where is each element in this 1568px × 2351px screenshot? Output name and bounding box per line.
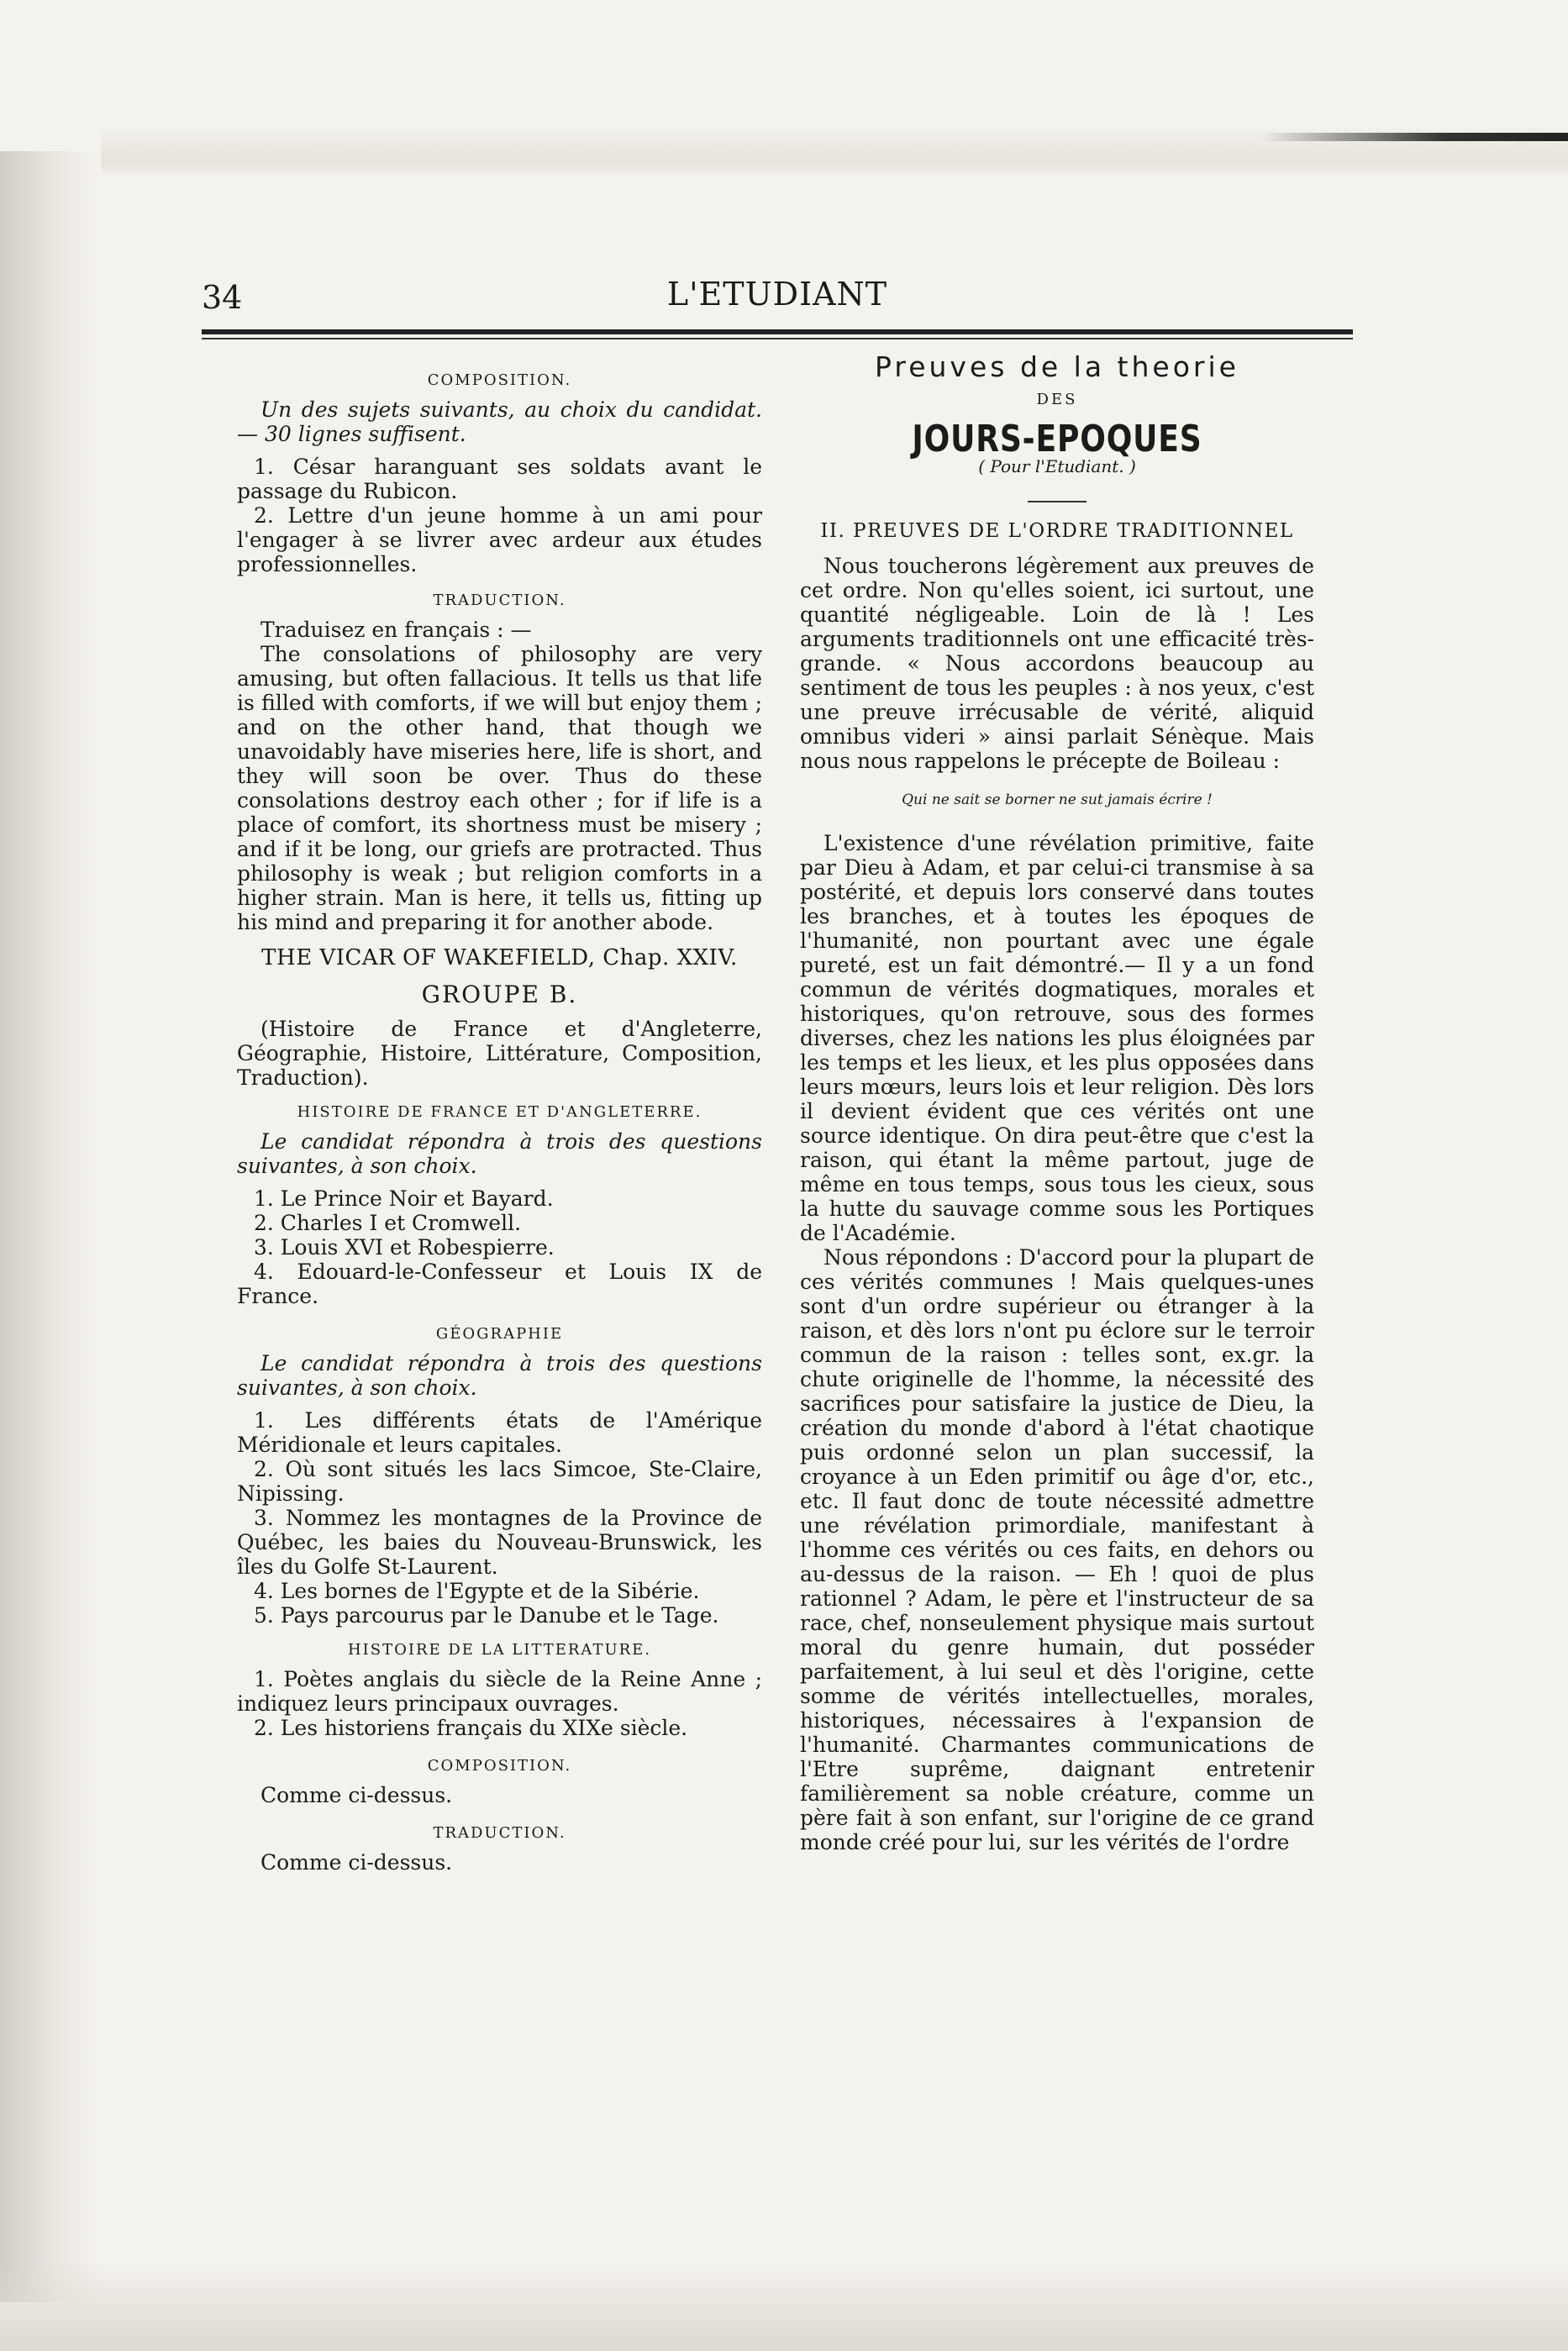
histoire-intro: Le candidat répondra à trois des questions suivantes, à son choix.: [237, 1129, 762, 1178]
scan-top-rule: [1260, 133, 1568, 141]
geographie-item-3: 3. Nommez les montagnes de la Province de Québec, les baies du Nouveau-Brunswick, les îles du Golfe St-Laurent.: [237, 1506, 762, 1579]
composition-item-2: 2. Lettre d'un jeune homme à un ami pour l'engager à se livrer avec ardeur aux études professionnelles.: [237, 503, 762, 576]
left-column: [237, 353, 762, 1875]
article-paragraph-1: Nous toucherons légèrement aux preuves de cet ordre. Non qu'elles soient, ici surtout, une quantité négligeable. Loin de là ! Les arguments traditionnels ont une efficacité très-grande. « Nous accordons beaucoup au sentiment de tous les peuples : à nos yeux, c'est une preuve irrécusable de vérité, aliquid omnibus videri » ainsi parlait Sénèque. Mais nous nous rappelons le précepte de Boileau :: [800, 554, 1314, 773]
composition-intro: Un des sujets suivants, au choix du candidat. — 30 lignes suffisent.: [237, 397, 762, 446]
boileau-quote: Qui ne sait se borner ne sut jamais écrire !: [902, 792, 1213, 808]
geographie-item-1: 1. Les différents états de l'Amérique Méridionale et leurs capitales.: [237, 1408, 762, 1457]
traduction-heading: TRADUCTION.: [433, 592, 566, 609]
section-heading: II. PREUVES DE L'ORDRE TRADITIONNEL: [820, 520, 1294, 542]
article-title-line-2: DES: [1036, 391, 1078, 408]
article-paragraph-3: Nous répondons : D'accord pour la plupart de ces vérités communes ! Mais quelques-unes sont d'un ordre supérieur ou étranger à la raison, et dès lors n'ont pu éclore sur le terroir commun de la raison : telles sont, ex.gr. la chute originelle de l'homme, la nécessité des sacrifices pour satisfaire la justice de Dieu, la création du monde d'abord à l'état chaotique puis ordonné selon un plan successif, la croyance à un Eden primitif ou âge d'or, etc., etc. Il faut donc de toute nécessité admettre une révélation primordiale, manifestant à l'homme ces vérités ou ces faits, en dehors ou au-dessus de la raison. — Eh ! quoi de plus rationnel ? Adam, le père et l'instructeur de sa race, chef, nonseulement physique mais surtout moral du genre humain, dut posséder parfaitement, à lui seul et dès l'origine, cette somme de vérités intellectuelles, morales, historiques, nécessaires à l'expansion de l'humanité. Charmantes communications de l'Etre suprême, daignant entretenir familièrement sa noble créature, comme un père fait à son enfant, sur l'origine de ce grand monde créé pour lui, sur les vérités de l'ordre: [800, 1245, 1314, 1854]
scan-edge-left: [0, 151, 101, 2302]
histoire-item-3: 3. Louis XVI et Robespierre.: [254, 1235, 555, 1260]
geographie-item-2: 2. Où sont situés les lacs Simcoe, Ste-Claire, Nipissing.: [237, 1457, 762, 1506]
composition-item-1: 1. César haranguant ses soldats avant le passage du Rubicon.: [237, 455, 762, 503]
article-paragraph-2: L'existence d'une révélation primitive, faite par Dieu à Adam, et par celui-ci transmise à sa postérité, et depuis lors conservé dans toutes les branches, et à toutes les époques de l'humanité, non pourtant avec une égale pureté, est un fait démontré.— Il y a un fond commun de vérités dogmatiques, morales et historiques, qu'on retrouve, sous des formes diverses, chez les nations les plus éloignées par les temps et les lieux, et les plus opposées dans leurs mœurs, leurs lois et leur religion. Dès lors il devient évident que ces vérités ont une source identique. On dira peut-être que c'est la raison, qui étant la même partout, juge de même en tous temps, sous tous les cieux, sous la hutte du sauvage comme sous les Portiques de l'Académie.: [800, 831, 1314, 1245]
histoire-item-2: 2. Charles I et Cromwell.: [254, 1211, 522, 1235]
running-title: L'ETUDIANT: [666, 276, 888, 313]
geographie-item-5: 5. Pays parcourus par le Danube et le Tage.: [254, 1603, 719, 1628]
histoire-item-1: 1. Le Prince Noir et Bayard.: [254, 1186, 554, 1211]
right-column: [800, 350, 1314, 1854]
groupe-heading: GROUPE B.: [421, 981, 578, 1008]
composition2-text: Comme ci-dessus.: [260, 1783, 453, 1807]
geographie-item-4: 4. Les bornes de l'Egypte et de la Sibérie.: [254, 1579, 700, 1603]
article-dedication: ( Pour l'Etudiant. ): [978, 456, 1136, 476]
traduction2-text: Comme ci-dessus.: [260, 1850, 453, 1875]
article-title-main: JOURS-EPOQUES: [912, 418, 1202, 460]
traduction-text: The consolations of philosophy are very amusing, but often fallacious. It tells us that life is filled with comforts, if we will but enjoy them ; and on the other hand, that though we unavoidably have miseries here, life is short, and they will soon be over. Thus do these consolations destroy each other ; for if life is a place of comfort, its shortness must be misery ; and if it be long, our griefs are protracted. Thus philosophy is weak ; but religion comforts in a higher strain. Man is here, it tells us, fitting up his mind and preparing it for another abode.: [237, 642, 762, 934]
header-rule-thick: [202, 329, 1353, 334]
vicar-citation: THE VICAR OF WAKEFIELD, Chap. XXIV.: [261, 945, 738, 970]
page-header: [202, 276, 1353, 326]
scan-edge-bottom: [0, 2260, 1568, 2351]
traduction-intro: Traduisez en français : —: [260, 618, 532, 642]
composition2-heading: COMPOSITION.: [427, 1757, 572, 1775]
title-separator-rule: [1028, 501, 1087, 502]
composition-heading: COMPOSITION.: [427, 371, 572, 389]
header-rule-thin: [202, 338, 1353, 339]
article-title-line-1: Preuves de la theorie: [875, 350, 1239, 383]
page-number: 34: [202, 279, 243, 316]
groupe-description: (Histoire de France et d'Angleterre, Géographie, Histoire, Littérature, Composition, Traduction).: [237, 1017, 762, 1090]
histoire-item-4: 4. Edouard-le-Confesseur et Louis IX de France.: [237, 1260, 762, 1308]
traduction2-heading: TRADUCTION.: [433, 1824, 566, 1842]
litterature-heading: HISTOIRE DE LA LITTERATURE.: [347, 1641, 652, 1659]
geographie-intro: Le candidat répondra à trois des questions suivantes, à son choix.: [237, 1351, 762, 1400]
geographie-heading: GÉOGRAPHIE: [435, 1325, 564, 1343]
histoire-heading: HISTOIRE DE FRANCE ET D'ANGLETERRE.: [297, 1103, 702, 1121]
litterature-item-2: 2. Les historiens français du XIXe siècle.: [254, 1716, 688, 1740]
litterature-item-1: 1. Poètes anglais du siècle de la Reine Anne ; indiquez leurs principaux ouvrages.: [237, 1667, 762, 1716]
